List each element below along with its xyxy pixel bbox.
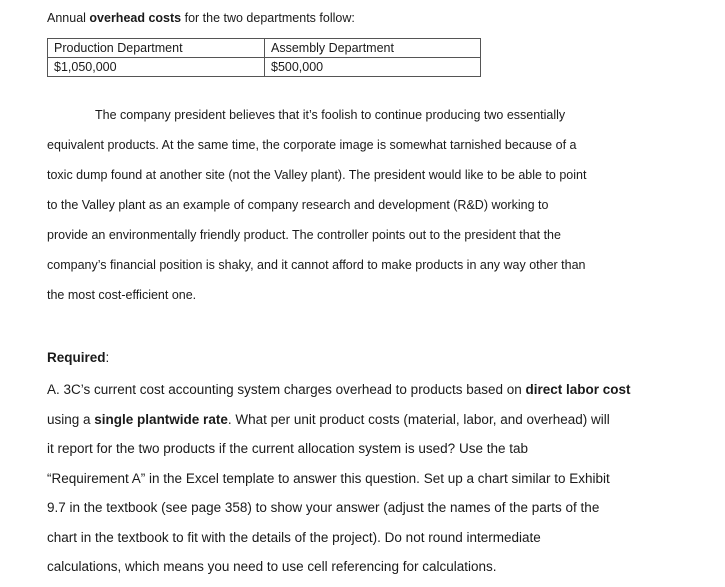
requirement-line: calculations, which means you need to use cell referencing for calculations. <box>47 559 497 574</box>
paragraph-line: The company president believes that it’s foolish to continue producing two essentially <box>95 108 566 122</box>
req-a-line2-prefix: using a <box>47 411 95 427</box>
requirement-line: 9.7 in the textbook (see page 358) to show your answer (adjust the names of the parts of the <box>47 500 600 515</box>
intro-bold-term: overhead costs <box>89 11 182 25</box>
president-paragraph <box>47 106 586 316</box>
paragraph-line: equivalent products. At the same time, the corporate image is somewhat tarnished because of a <box>47 138 577 152</box>
table-header-row <box>48 39 481 58</box>
value-production-department: $1,050,000 <box>48 58 265 77</box>
paragraph-line: company’s financial position is shaky, and it cannot afford to make products in any way other than <box>47 258 586 272</box>
header-production-department: Production Department <box>48 39 265 58</box>
required-colon: : <box>105 350 110 365</box>
paragraph-line: provide an environmentally friendly product. The controller points out to the president that the <box>47 228 561 242</box>
intro-sentence <box>47 9 355 27</box>
overhead-cost-table <box>47 38 481 77</box>
req-a-line1-text: A. 3C’s current cost accounting system charges overhead to products based on <box>47 382 526 397</box>
required-label: Required <box>47 350 106 365</box>
requirement-line <box>47 410 631 440</box>
requirement-line: “Requirement A” in the Excel template to answer this question. Set up a chart similar to Exhibit <box>47 470 610 486</box>
intro-suffix: for the two departments follow: <box>181 11 355 25</box>
req-a-line2-suffix: . What per unit product costs (material, labor, and overhead) will <box>227 411 610 427</box>
paragraph-line: the most cost-efficient one. <box>47 288 197 302</box>
paragraph-line: to the Valley plant as an example of company research and development (R&D) working to <box>47 198 549 212</box>
requirement-line <box>47 380 631 410</box>
requirement-a <box>47 380 631 587</box>
intro-prefix: Annual <box>47 11 90 25</box>
paragraph-line: toxic dump found at another site (not the Valley plant). The president would like to be able to point <box>47 168 587 182</box>
req-a-line2-bold: single plantwide rate <box>94 411 228 427</box>
required-heading <box>47 348 109 368</box>
value-assembly-department: $500,000 <box>265 58 481 77</box>
requirement-line: it report for the two products if the current allocation system is used? Use the tab <box>47 441 528 456</box>
requirement-line: chart in the textbook to fit with the details of the project). Do not round intermediate <box>47 529 541 545</box>
req-a-line1-bold: direct labor cost <box>525 382 631 397</box>
table-value-row <box>48 58 481 77</box>
header-assembly-department: Assembly Department <box>265 39 481 58</box>
